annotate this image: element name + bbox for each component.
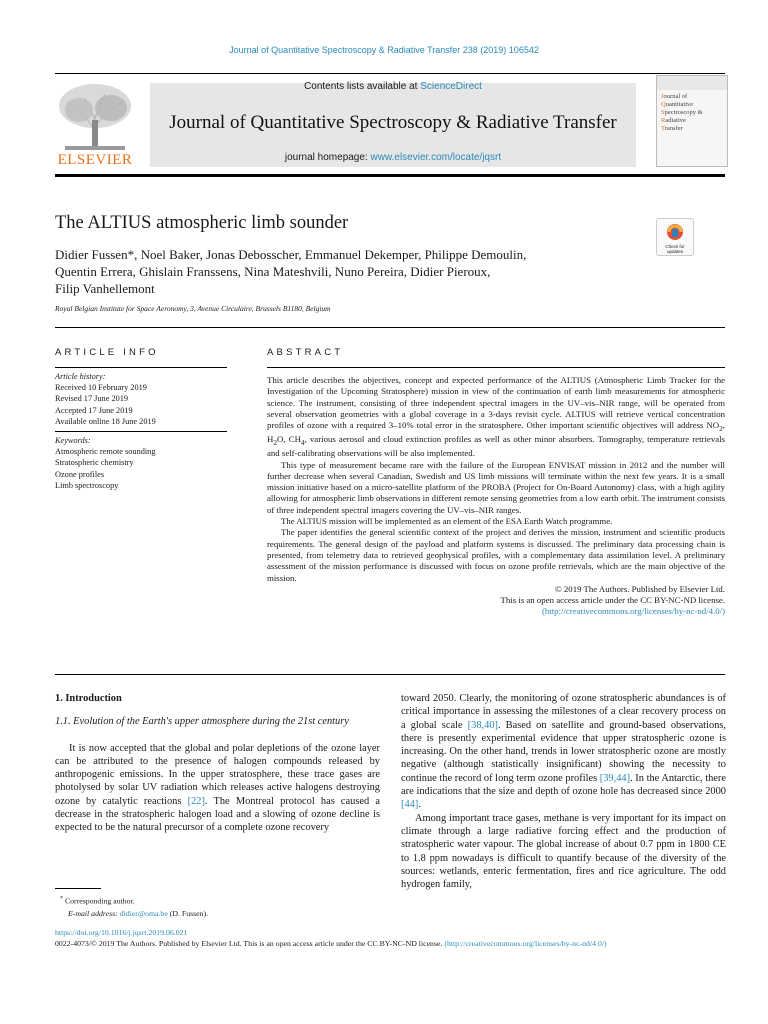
info-top-rule — [55, 327, 725, 328]
journal-homepage: journal homepage: www.elsevier.com/locate/jqsrt — [284, 152, 502, 163]
check-updates-label: Check for updates — [665, 244, 685, 254]
article-info-rule — [55, 367, 227, 368]
ref-22-link[interactable]: [22] — [187, 795, 205, 807]
sciencedirect-link[interactable]: ScienceDirect — [420, 81, 482, 92]
abstract-paragraph-1: This article describes the objectives, concept and expected performance of the ALTIUS (Atmospheric Limb Tracker for the Investigation of the Upcoming Stratosphere) mission in view of the continuation of earth limb measurements for atmospheric science. The instrument, consisting of three independent spectral imagers in the UV–vis–NIR range, will be operated from several observation geometries with a global coverage in a 3-days revisit cycle. ALTIUS will retrieve vertical concentration profiles of ozone with a required 3–10% total error in the stratosphere. Other important scientific objectives will address $NO_2$, $H_2O$, $CH_4$, various aerosol and cloud extinction profiles as well as other minor absorbers. Tomography, temperature retrievals and self-calibrating observations will be also implemented. — [267, 375, 725, 459]
contents-line: Contents lists available at ScienceDirect — [304, 81, 482, 92]
author-line-1: Didier Fussen*, Noel Baker, Jonas Debosscher, Emmanuel Dekemper, Philippe Demoulin, — [55, 247, 527, 262]
abstract-copyright: © 2019 The Authors. Published by Elsevier Ltd. — [555, 583, 725, 594]
bottom-info: https://doi.org/10.1016/j.jqsrt.2019.06.021 0022-4073/© 2019 The Authors. Published by Elsevier Ltd. This is an open access article under the CC BY-NC-ND license. (http://creativecommons.org/licenses/by-nc-nd/4.0/) — [55, 928, 607, 948]
left-column — [55, 692, 380, 835]
author-list — [55, 246, 655, 297]
intro-paragraph-1-cont: toward 2050. Clearly, the monitoring of ozone stratospheric abundances is of critical importance in assessing the milestones of a clear recovery process on a global scale [38,40]. Based on satellite and ground-based observations, there is presently experimental evidence that upper stratospheric ozone is increasing. On the other hand, trends in lower stratospheric ozone are mostly negative (although statistically insignificant) showing the necessity to continue the record of long term ozone profiles [39,44]. In the Antarctic, there are indications that the size and depth of ozone hole has decreased since 2000 [44]. — [401, 693, 726, 811]
doi-link[interactable]: https://doi.org/10.1016/j.jqsrt.2019.06.021 — [55, 928, 188, 937]
history-rule — [55, 431, 227, 432]
masthead-top-rule — [55, 73, 725, 74]
affiliation: Royal Belgian Institute for Space Aeronomy, 3, Avenue Circulaire, Brussels B1180, Belgium — [55, 304, 331, 313]
article-history: Article history: Received 10 February 2019 Revised 17 June 2019 Accepted 17 June 2019 Available online 18 June 2019 — [55, 372, 156, 426]
abstract-paragraph-2: This type of measurement became rare with the failure of the European ENVISAT mission in 2012 and the number will further decrease when several Canadian, Swedish and US limb missions will terminate within the next few years. It is a small mission initiative based on a micro-satellite platform of the PROBA (Project for On-Board Autonomy) class, with a high agility allowing for atmospheric limb observations in different remote sensing geometries from a low earth orbit. The instrument consists of three independent spectral imagers covering the UV–vis–NIR ranges. — [267, 459, 725, 515]
abstract-body — [267, 375, 725, 618]
license-link[interactable]: (http://creativecommons.org/licenses/by-nc-nd/4.0/) — [541, 606, 725, 617]
abstract-paragraph-4: The paper identifies the general scientific context of the project and derives the mission, instrument and scientific products requirements. The general design of the payload and platform systems is discussed. The preliminary data processing chain is presented, from telemetry data to retrieved geophysical profiles, with a complementary data assimilation level. A preliminary assessment of the mission performance is discussed with focus on ozone profile retrievals, which are the main objective of the mission. — [267, 527, 725, 583]
bottom-license-link[interactable]: (http://creativecommons.org/licenses/by-nc-nd/4.0/) — [444, 939, 607, 948]
article-title: The ALTIUS atmospheric limb sounder — [55, 213, 349, 233]
ref-38-40-link[interactable]: [38,40] — [467, 719, 498, 731]
abstract-rule — [267, 367, 725, 368]
subsection-heading: 1.1. Evolution of the Earth's upper atmosphere during the 21st century — [55, 716, 349, 728]
right-column — [401, 692, 726, 891]
abstract-license: This is an open access article under the CC BY-NC-ND license. — [500, 595, 725, 606]
footnote: * Corresponding author. E-mail address: didier@oma.be (D. Fussen). — [60, 896, 209, 918]
abstract-heading: ABSTRACT — [267, 347, 344, 358]
intro-paragraph-1: It is now accepted that the global and polar depletions of the ozone layer can be attributed to the presence of halogen compounds released by anthropogenic emissions. In the upper stratosphere, these trace gases are photolysed by solar UV radiation which releases active halogens destroying ozone by catalytic reactions [22]. The Montreal protocol has caused a decrease in the stratospheric halogen load and a slowing of ozone decline is expected to be the natural precursor of a complete ozone recovery — [55, 742, 380, 834]
ref-39-44-link[interactable]: [39,44] — [599, 772, 631, 784]
ref-44-link[interactable]: [44] — [401, 799, 419, 811]
elsevier-wordmark: ELSEVIER — [57, 152, 133, 168]
homepage-link[interactable]: www.elsevier.com/locate/jqsrt — [370, 152, 502, 163]
abstract-paragraph-3: The ALTIUS mission will be implemented as an element of the ESA Earth Watch programme. — [281, 516, 613, 527]
author-line-2: Quentin Errera, Ghislain Franssens, Nina Mateshvili, Nuno Pereira, Didier Pieroux, — [55, 264, 491, 279]
keywords: Keywords: Atmospheric remote sounding Stratospheric chemistry Ozone profiles Limb spectroscopy — [55, 436, 156, 490]
check-for-updates-button[interactable] — [656, 218, 694, 256]
body-top-rule — [55, 674, 725, 675]
journal-title: Journal of Quantitative Spectroscopy & Radiative Transfer — [169, 112, 617, 133]
cover-title: Journal of Quantitative Spectroscopy & Radiative Transfer — [661, 93, 703, 132]
intro-paragraph-2: Among important trace gases, methane is very important for its impact on climate through a large radiative forcing effect and the production of stratospheric water vapour. The global increase of about 0.7 ppm in 1800 CE to 1.8 ppm nowadays is difficult to quantify because of the diversity of the sources: wetlands, enteric fermentation, fires and rice agriculture. The odd hydrogen family, — [401, 812, 726, 891]
author-email-link[interactable]: didier@oma.be — [119, 908, 168, 918]
author-line-3: Filip Vanhellemont — [55, 281, 155, 296]
section-heading: 1. Introduction — [55, 693, 122, 704]
journal-cover-thumbnail[interactable] — [656, 75, 728, 167]
article-info-heading: ARTICLE INFO — [55, 347, 159, 358]
masthead-bottom-rule — [55, 174, 725, 177]
journal-reference[interactable]: Journal of Quantitative Spectroscopy & Radiative Transfer 238 (2019) 106542 — [229, 45, 539, 55]
footnote-rule — [55, 888, 101, 889]
